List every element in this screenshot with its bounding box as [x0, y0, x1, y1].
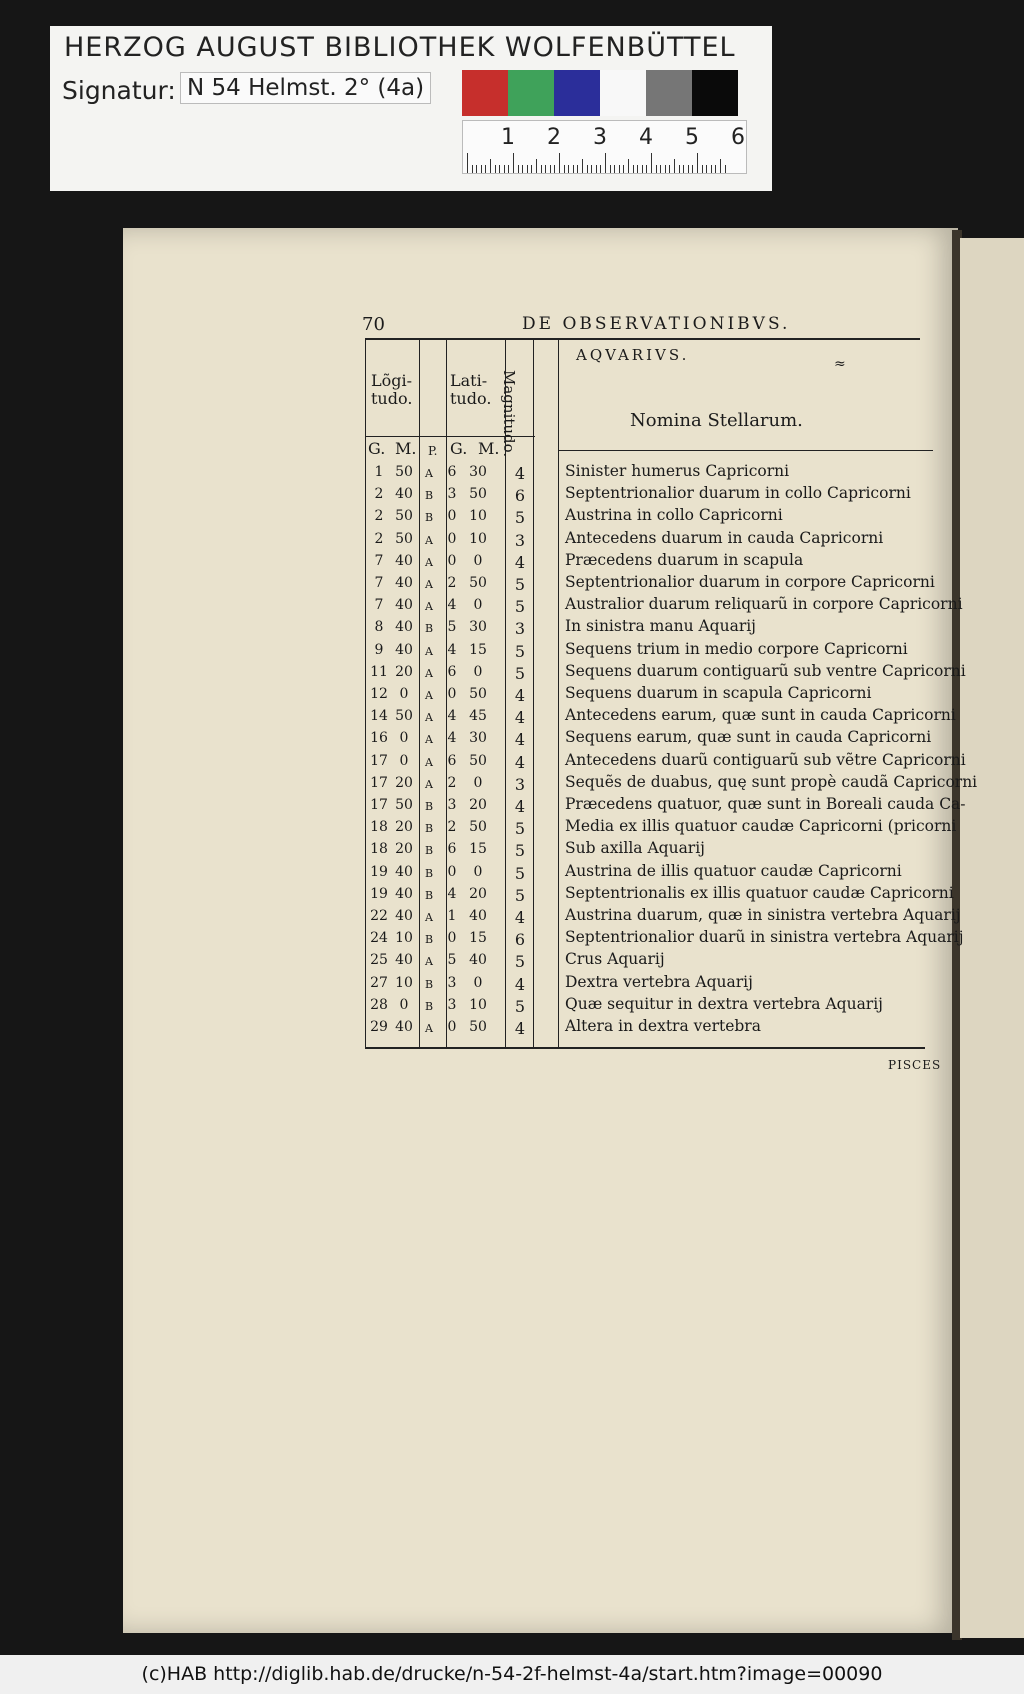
- star-name: Austrina de illis quatuor caudæ Capricorni: [565, 861, 902, 880]
- cell-bg: 3: [447, 797, 457, 813]
- cell-mag: 4: [514, 908, 526, 927]
- ruler-tick: [587, 165, 588, 173]
- cell-mag: 4: [514, 974, 526, 994]
- swatch-green: [508, 70, 554, 116]
- cell-lm: 10: [395, 974, 413, 991]
- cell-bm: 10: [469, 530, 487, 547]
- cell-bg: 3: [447, 996, 457, 1013]
- star-name: Dextra vertebra Aquarij: [565, 972, 753, 991]
- ruler-number: 3: [593, 125, 607, 150]
- cell-lg: 7: [374, 597, 384, 614]
- cell-p: A: [425, 644, 433, 658]
- cell-bg: 3: [447, 486, 457, 503]
- lat-g-header: G.: [450, 439, 468, 458]
- latitudo-header: Lati-tudo.: [450, 371, 492, 408]
- constellation-name: AQVARIVS.: [576, 346, 690, 364]
- copyright-url: (c)HAB http://diglib.hab.de/drucke/n-54-2f-helmst-4a/start.htm?image=00090: [141, 1663, 883, 1685]
- ruler-tick: [467, 153, 468, 173]
- cell-bm: 50: [469, 752, 487, 769]
- cell-p: B: [424, 866, 434, 880]
- cell-lm: 0: [399, 730, 409, 747]
- ruler-tick: [559, 153, 560, 173]
- star-name: Austrina in collo Capricorni: [565, 506, 783, 525]
- cell-lm: 40: [395, 575, 413, 591]
- ruler-tick: [679, 165, 680, 173]
- star-name: Austrina duarum, quæ in sinistra vertebra Aquarij: [565, 906, 961, 924]
- cell-mag: 5: [514, 641, 526, 661]
- scale-ruler: [462, 120, 747, 174]
- cell-p: B: [424, 800, 434, 813]
- nomina-header: Nomina Stellarum.: [630, 410, 803, 431]
- cell-lg: 16: [370, 730, 388, 747]
- table-left-rule: [365, 338, 366, 1048]
- cell-bg: 6: [447, 464, 457, 480]
- cell-mag: 4: [514, 552, 526, 572]
- cell-mag: 5: [514, 575, 526, 594]
- star-name: Sequens duarum contiguarũ sub ventre Capricorni: [565, 661, 966, 680]
- cell-mag: 3: [514, 530, 526, 550]
- cell-lm: 40: [395, 619, 413, 636]
- cell-p: A: [425, 578, 433, 591]
- cell-bg: 4: [447, 597, 457, 614]
- cell-bg: 0: [447, 552, 457, 569]
- signatur-value: N 54 Helmst. 2° (4a): [180, 72, 431, 104]
- cell-bg: 5: [447, 952, 457, 969]
- ruler-tick: [725, 165, 726, 173]
- ruler-tick: [518, 165, 519, 173]
- cell-bm: 15: [469, 641, 487, 658]
- cell-bm: 0: [473, 597, 483, 614]
- ruler-tick: [646, 165, 647, 173]
- cell-p: A: [425, 711, 433, 725]
- cell-bm: 20: [469, 885, 487, 902]
- ruler-tick: [697, 153, 698, 173]
- cell-p: A: [425, 955, 433, 969]
- cell-lg: 9: [374, 641, 384, 658]
- ruler-tick: [674, 159, 675, 173]
- star-name: Septentrionalis ex illis quatuor caudæ Capricorni: [565, 883, 954, 902]
- ruler-tick: [656, 165, 657, 173]
- cell-lg: 17: [370, 752, 388, 769]
- color-calibration-strip: [462, 70, 738, 116]
- cell-p: B: [424, 933, 434, 947]
- cell-mag: 4: [514, 752, 526, 772]
- cell-bm: 50: [469, 686, 487, 702]
- cell-lg: 1: [374, 464, 384, 480]
- star-name: Quæ sequitur in dextra vertebra Aquarij: [565, 994, 883, 1013]
- cell-lg: 18: [370, 841, 388, 858]
- cell-mag: 5: [514, 996, 526, 1016]
- ruler-tick: [669, 165, 670, 173]
- cell-bg: 4: [447, 708, 457, 725]
- star-name: Australior duarum reliquarũ in corpore Capricorni: [565, 595, 963, 614]
- cell-mag: 5: [514, 597, 526, 617]
- ruler-tick: [702, 165, 703, 173]
- ruler-tick: [637, 165, 638, 173]
- cell-bm: 30: [469, 619, 487, 636]
- p-header: P.: [428, 444, 438, 458]
- cell-bg: 6: [447, 841, 457, 858]
- ruler-tick: [582, 159, 583, 173]
- ruler-tick: [633, 165, 634, 173]
- ruler-tick: [720, 159, 721, 173]
- m-header: M.: [395, 439, 417, 458]
- cell-mag: 5: [514, 663, 526, 683]
- swatch-gray: [646, 70, 692, 116]
- col-rule: [558, 338, 559, 1048]
- cell-lg: 28: [370, 996, 388, 1013]
- cell-mag: 4: [514, 686, 526, 705]
- cell-lg: 7: [374, 575, 384, 591]
- swatch-white: [600, 70, 646, 116]
- cell-bm: 20: [469, 797, 487, 813]
- cell-p: B: [424, 977, 434, 991]
- ruler-tick: [605, 153, 606, 173]
- page-number: 70: [362, 314, 385, 335]
- ruler-tick: [642, 165, 643, 173]
- cell-lg: 17: [370, 774, 388, 791]
- ruler-number: 1: [501, 125, 515, 150]
- col-rule: [533, 338, 534, 1048]
- cell-lg: 11: [370, 663, 388, 680]
- star-name: Media ex illis quatuor caudæ Capricorni (pricorni: [565, 817, 957, 836]
- cell-p: A: [425, 755, 433, 769]
- cell-bm: 40: [469, 952, 487, 969]
- ruler-tick: [481, 165, 482, 173]
- ruler-tick: [504, 165, 505, 173]
- cell-lm: 20: [395, 819, 413, 836]
- cell-lm: 50: [395, 508, 413, 525]
- cell-lg: 22: [370, 908, 388, 924]
- cell-lg: 29: [370, 1019, 388, 1035]
- ruler-tick: [577, 165, 578, 173]
- cell-bg: 4: [447, 730, 457, 747]
- cell-bg: 2: [447, 575, 457, 591]
- g-header: G.: [368, 439, 386, 458]
- star-name: Septentrionalior duarum in collo Capricorni: [565, 484, 911, 503]
- cell-lm: 40: [395, 597, 413, 614]
- facing-page-edge: [960, 238, 1024, 1638]
- cell-bg: 0: [447, 930, 457, 947]
- table-top-rule: [365, 338, 920, 340]
- nomina-rule: [558, 450, 933, 451]
- ruler-tick: [692, 165, 693, 173]
- cell-mag: 6: [514, 930, 526, 950]
- star-name: In sinistra manu Aquarij: [565, 617, 756, 636]
- running-title: DE OBSERVATIONIBVS.: [522, 314, 791, 334]
- cell-bg: 3: [447, 974, 457, 991]
- cell-lg: 17: [370, 797, 388, 813]
- swatch-red: [462, 70, 508, 116]
- cell-p: A: [425, 777, 433, 791]
- cell-bm: 15: [469, 841, 487, 858]
- ruler-tick: [711, 165, 712, 173]
- ruler-number: 5: [685, 125, 699, 150]
- signatur-label: Signatur:: [62, 76, 176, 105]
- star-name: Antecedens duarum in cauda Capricorni: [565, 528, 884, 547]
- cell-lm: 40: [395, 952, 413, 969]
- ruler-tick: [688, 165, 689, 173]
- cell-bm: 50: [469, 819, 487, 836]
- ruler-tick: [499, 165, 500, 173]
- cell-lg: 2: [374, 486, 384, 503]
- cell-bm: 45: [469, 708, 487, 725]
- ruler-tick: [665, 165, 666, 173]
- ruler-tick: [495, 165, 496, 173]
- cell-p: A: [425, 600, 433, 614]
- cell-lg: 24: [370, 930, 388, 947]
- cell-lg: 19: [370, 863, 388, 880]
- cell-p: B: [424, 999, 434, 1013]
- cell-bg: 0: [447, 1019, 457, 1035]
- star-name: Præcedens duarum in scapula: [565, 550, 804, 569]
- cell-bm: 50: [469, 575, 487, 591]
- ruler-tick: [715, 165, 716, 173]
- cell-lg: 8: [374, 619, 384, 636]
- cell-bg: 0: [447, 686, 457, 702]
- ruler-tick: [522, 165, 523, 173]
- ruler-tick: [706, 165, 707, 173]
- cell-p: A: [425, 689, 433, 702]
- cell-mag: 3: [514, 619, 526, 639]
- ruler-tick: [545, 165, 546, 173]
- ruler-tick: [596, 165, 597, 173]
- longitudo-header: Lõgi-tudo.: [371, 371, 413, 408]
- ruler-tick: [554, 165, 555, 173]
- cell-mag: 5: [514, 952, 526, 972]
- ruler-tick: [614, 165, 615, 173]
- cell-bg: 2: [447, 774, 457, 791]
- cell-p: B: [424, 888, 434, 902]
- ruler-tick: [485, 165, 486, 173]
- cell-lm: 20: [395, 663, 413, 680]
- ruler-tick: [623, 165, 624, 173]
- cell-mag: 4: [514, 708, 526, 728]
- library-card: [50, 26, 772, 191]
- cell-lm: 40: [395, 1019, 413, 1035]
- cell-bg: 1: [447, 908, 457, 924]
- cell-mag: 5: [514, 508, 526, 528]
- table-bottom-rule: [365, 1047, 925, 1049]
- star-name: Antecedens earum, quæ sunt in cauda Capricorni: [565, 706, 956, 725]
- cell-lm: 20: [395, 841, 413, 858]
- ruler-number: 2: [547, 125, 561, 150]
- cell-lg: 2: [374, 530, 384, 547]
- cell-bm: 0: [473, 663, 483, 680]
- cell-mag: 5: [514, 841, 526, 861]
- ruler-tick: [472, 165, 473, 173]
- cell-bg: 5: [447, 619, 457, 636]
- cell-bm: 50: [469, 1019, 487, 1035]
- cell-lm: 40: [395, 885, 413, 902]
- swatch-black: [692, 70, 738, 116]
- cell-lm: 50: [395, 464, 413, 480]
- cell-p: B: [424, 622, 434, 636]
- cell-lm: 10: [395, 930, 413, 947]
- cell-bg: 4: [447, 885, 457, 902]
- cell-lm: 40: [395, 908, 413, 924]
- ruler-tick: [513, 153, 514, 173]
- cell-bg: 0: [447, 863, 457, 880]
- cell-bm: 30: [469, 464, 487, 480]
- cell-lm: 40: [395, 486, 413, 503]
- magnitudo-header: Magnitudo.: [500, 370, 518, 458]
- cell-p: A: [425, 733, 433, 747]
- cell-bm: 0: [473, 863, 483, 880]
- cell-p: A: [425, 467, 433, 480]
- cell-bm: 30: [469, 730, 487, 747]
- ruler-tick: [591, 165, 592, 173]
- cell-lg: 25: [370, 952, 388, 969]
- ruler-tick: [531, 165, 532, 173]
- ruler-tick: [573, 165, 574, 173]
- aquarius-sign-icon: ≈: [834, 356, 846, 372]
- ruler-number: 4: [639, 125, 653, 150]
- ruler-tick: [610, 165, 611, 173]
- cell-p: A: [425, 1022, 433, 1035]
- cell-lm: 0: [399, 752, 409, 769]
- cell-lm: 20: [395, 774, 413, 791]
- cell-bg: 4: [447, 641, 457, 658]
- cell-bm: 0: [473, 974, 483, 991]
- cell-bm: 15: [469, 930, 487, 947]
- cell-bm: 10: [469, 508, 487, 525]
- ruler-tick: [660, 165, 661, 173]
- cell-bg: 6: [447, 663, 457, 680]
- library-title: HERZOG AUGUST BIBLIOTHEK WOLFENBÜTTEL: [64, 32, 736, 63]
- cell-bg: 2: [447, 819, 457, 836]
- star-name: Crus Aquarij: [565, 950, 665, 969]
- ruler-tick: [628, 159, 629, 173]
- cell-bg: 0: [447, 508, 457, 525]
- star-name: Sequens trium in medio corpore Capricorni: [565, 639, 908, 658]
- cell-bm: 0: [473, 774, 483, 791]
- ruler-tick: [564, 165, 565, 173]
- cell-mag: 4: [514, 730, 526, 750]
- star-name: Sequens earum, quæ sunt in cauda Capricorni: [565, 728, 932, 747]
- star-name: Præcedens quatuor, quæ sunt in Boreali cauda Ca-: [565, 795, 966, 813]
- cell-lg: 19: [370, 885, 388, 902]
- cell-lm: 50: [395, 708, 413, 725]
- cell-lm: 40: [395, 863, 413, 880]
- cell-bg: 6: [447, 752, 457, 769]
- cell-p: A: [425, 555, 433, 569]
- footer-bar: [0, 1655, 1024, 1694]
- cell-mag: 4: [514, 464, 526, 483]
- star-name: Septentrionalior duarũ in sinistra vertebra Aquarij: [565, 928, 964, 947]
- cell-lg: 2: [374, 508, 384, 525]
- cell-mag: 5: [514, 863, 526, 883]
- cell-p: B: [424, 489, 434, 503]
- cell-lg: 18: [370, 819, 388, 836]
- ruler-tick: [683, 165, 684, 173]
- cell-mag: 4: [514, 1019, 526, 1038]
- lat-m-header: M.: [478, 439, 500, 458]
- cell-mag: 5: [514, 819, 526, 839]
- cell-bm: 50: [469, 486, 487, 503]
- cell-mag: 6: [514, 486, 526, 506]
- cell-lg: 14: [370, 708, 388, 725]
- ruler-tick: [508, 165, 509, 173]
- cell-lg: 12: [370, 686, 388, 702]
- star-name: Sub axilla Aquarij: [565, 839, 705, 858]
- ruler-tick: [536, 159, 537, 173]
- ruler-tick: [651, 153, 652, 173]
- star-name: Sequens duarum in scapula Capricorni: [565, 684, 872, 702]
- ruler-tick: [541, 165, 542, 173]
- cell-lg: 27: [370, 974, 388, 991]
- catchword: PISCES: [888, 1058, 942, 1072]
- cell-lm: 40: [395, 552, 413, 569]
- cell-mag: 4: [514, 797, 526, 816]
- ruler-tick: [490, 159, 491, 173]
- cell-lm: 40: [395, 641, 413, 658]
- cell-p: B: [424, 844, 434, 858]
- cell-p: B: [424, 822, 434, 836]
- star-name: Septentrionalior duarum in corpore Capricorni: [565, 573, 935, 591]
- ruler-tick: [568, 165, 569, 173]
- cell-lm: 0: [399, 996, 409, 1013]
- cell-mag: 3: [514, 774, 526, 794]
- star-name: Altera in dextra vertebra: [565, 1017, 761, 1035]
- cell-lm: 50: [395, 530, 413, 547]
- ruler-tick: [550, 165, 551, 173]
- ruler-tick: [619, 165, 620, 173]
- cell-p: A: [425, 911, 433, 924]
- star-name: Antecedens duarũ contiguarũ sub vẽtre Capricorni: [565, 750, 966, 769]
- cell-bg: 0: [447, 530, 457, 547]
- cell-mag: 5: [514, 885, 526, 905]
- ruler-number: 6: [731, 125, 745, 150]
- ruler-tick: [476, 165, 477, 173]
- star-name: Sequẽs de duabus, quę sunt propè caudã Capricorni: [565, 772, 978, 791]
- cell-lm: 0: [399, 686, 409, 702]
- cell-bm: 10: [469, 996, 487, 1013]
- cell-p: B: [424, 511, 434, 525]
- cell-bm: 40: [469, 908, 487, 924]
- ruler-tick: [527, 165, 528, 173]
- cell-p: A: [425, 666, 433, 680]
- cell-bm: 0: [473, 552, 483, 569]
- cell-lg: 7: [374, 552, 384, 569]
- star-name: Sinister humerus Capricorni: [565, 462, 790, 480]
- cell-p: A: [425, 533, 433, 547]
- swatch-blue: [554, 70, 600, 116]
- ruler-tick: [600, 165, 601, 173]
- cell-lm: 50: [395, 797, 413, 813]
